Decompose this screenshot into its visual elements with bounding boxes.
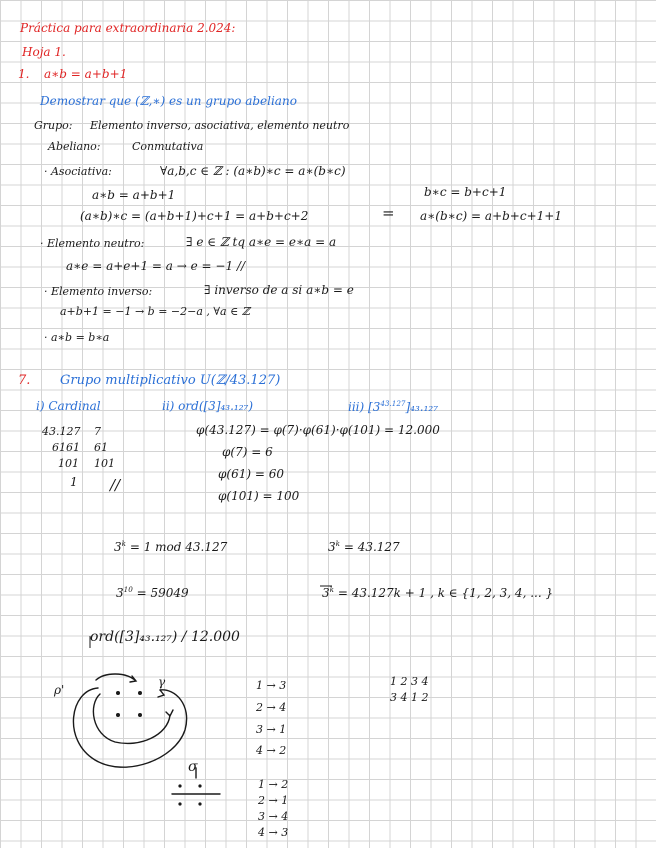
gamma-label: γ	[158, 675, 166, 689]
division-factor: 7	[94, 425, 101, 438]
grupo-label: Grupo:	[34, 119, 73, 132]
permutation-map-item: 1 → 2	[258, 778, 289, 791]
inverso-calculation: a+b+1 = −1 → b = −2−a , ∀a ∈ ℤ	[60, 305, 250, 318]
exercise-7-number: 7.	[18, 373, 31, 388]
inner-arc	[93, 694, 170, 743]
phi-main: φ(43.127) = φ(7)·φ(61)·φ(101) = 12.000	[196, 423, 440, 437]
vertex-dot	[198, 802, 201, 805]
phi-7: φ(7) = 6	[222, 445, 273, 459]
vertex-dot	[138, 691, 142, 695]
division-end-mark: //	[110, 476, 121, 494]
permutation-map-item: 4 → 2	[256, 744, 287, 757]
arrow-head	[166, 710, 173, 716]
asociativa-label: · Asociativa:	[44, 165, 112, 178]
vertex-dot	[178, 784, 181, 787]
rho-label: ρ'	[54, 683, 65, 697]
neutro-label: · Elemento neutro:	[40, 237, 145, 250]
neutro-definition: ∃ e ∈ ℤ tq a∗e = e∗a = a	[186, 235, 337, 249]
vertex-dot	[178, 802, 181, 805]
asociativa-definition: ∀a,b,c ∈ ℤ : (a∗b)∗c = a∗(b∗c)	[160, 164, 346, 178]
asociativa-right-1: b∗c = b+c+1	[424, 185, 507, 199]
asociativa-step-2: (a∗b)∗c = (a+b+1)+c+1 = a+b+c+2	[80, 209, 309, 223]
power-line-1: 3$^k$ = 1 mod 43.127	[114, 539, 228, 554]
order-divides-line: ord([3]₄₃.₁₂₇) / 12.000	[90, 629, 240, 645]
sigma-label: σ	[188, 759, 198, 775]
outer-arc	[73, 688, 186, 767]
rotation-arcs	[73, 674, 220, 794]
exercise-7-part-ii: ii) ord([3]₄₃.₁₂₇)	[162, 399, 254, 413]
exercise-1-statement: Demostrar que (ℤ,∗) es un grupo abeliano	[40, 94, 297, 108]
abeliano-properties: Conmutativa	[132, 140, 204, 153]
vertex-dot	[138, 713, 142, 717]
division-factor: 61	[94, 441, 108, 454]
arrow-head	[158, 690, 164, 697]
division-cell: 1	[70, 475, 78, 489]
division-cell: 6161	[52, 441, 80, 454]
grupo-properties: Elemento inverso, asociativa, elemento neutro	[90, 119, 350, 132]
permutation-top-row: 1 2 3 4	[390, 675, 429, 688]
inverso-label: · Elemento inverso:	[44, 285, 153, 298]
division-cell: 101	[58, 457, 79, 470]
vertex-dot	[198, 784, 201, 787]
reflection-vertices	[178, 784, 201, 805]
exercise-1-number: 1.	[18, 67, 30, 81]
top-arc	[96, 674, 135, 680]
sheet-label: Hoja 1.	[22, 45, 66, 59]
asociativa-step-1: a∗b = a+b+1	[92, 188, 176, 202]
power-line-3: $3^{10} = 59049$	[116, 585, 189, 600]
permutation-map-item: 1 → 3	[256, 679, 287, 692]
exercise-7-title: Grupo multiplicativo U(ℤ/43.127)	[60, 373, 281, 388]
permutation-map-item: 2 → 4	[256, 701, 287, 714]
permutation-map-item: 3 → 1	[256, 723, 287, 736]
vertex-dot	[116, 691, 120, 695]
phi-61: φ(61) = 60	[218, 467, 284, 481]
permutation-map-item: 4 → 3	[258, 826, 289, 839]
neutro-calculation: a∗e = a+e+1 = a → e = −1 //	[66, 259, 245, 273]
power-line-2: 3$^k$ = 43.127	[328, 539, 400, 554]
abeliano-label: Abeliano:	[48, 140, 101, 153]
vertex-dot	[116, 713, 120, 717]
permutation-bottom-row: 3 4 1 2	[390, 691, 429, 704]
permutation-map-item: 3 → 4	[258, 810, 289, 823]
page-title: Práctica para extraordinaria 2.024:	[20, 21, 236, 35]
exercise-7-part-i: i) Cardinal	[36, 399, 101, 413]
exercise-1-operation: a∗b = a+b+1	[44, 67, 128, 81]
power-line-4: 3$^k$ = 43.127k + 1 , k ∈ {1, 2, 3, 4, ... }	[322, 585, 554, 600]
phi-101: φ(101) = 100	[218, 489, 300, 503]
square-vertices	[116, 691, 142, 717]
inverso-definition: ∃ inverso de a si a∗b = e	[204, 283, 354, 297]
asociativa-right-2: a∗(b∗c) = a+b+c+1+1	[420, 209, 562, 223]
asociativa-equals: =	[382, 204, 395, 222]
permutation-map-item: 2 → 1	[258, 794, 289, 807]
division-factor: 101	[94, 457, 115, 470]
exercise-7-part-iii: iii) $[3^{43.127}]_{43}._{127}$	[348, 399, 439, 414]
division-cell: 43.127	[42, 425, 81, 438]
conmutativa-line: · a∗b = b∗a	[44, 331, 110, 344]
